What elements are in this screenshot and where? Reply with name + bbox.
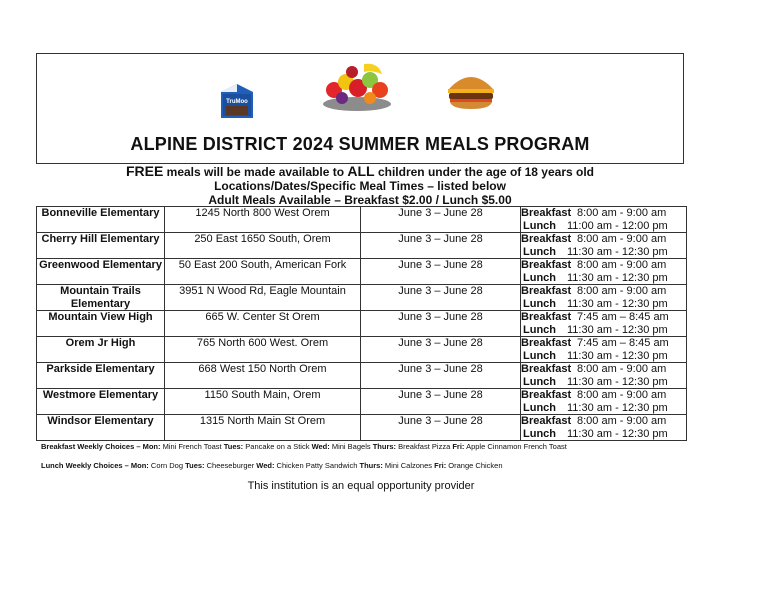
meal-times <box>521 233 687 259</box>
table-row <box>37 311 687 337</box>
school-name: Orem Jr High <box>37 337 165 363</box>
lunch-time-line <box>521 272 686 285</box>
lunch-time: 11:30 am - 12:30 pm <box>567 375 668 388</box>
breakfast-time-line <box>521 233 686 246</box>
school-name: Westmore Elementary <box>37 389 165 415</box>
breakfast-thurs-label: Thurs: <box>372 442 397 451</box>
free-meals-line <box>36 164 684 180</box>
meal-dates: June 3 – June 28 <box>361 233 521 259</box>
breakfast-mon: Mini French Toast <box>160 442 224 451</box>
lunch-label: Lunch <box>523 271 556 284</box>
lunch-time-line <box>521 324 686 337</box>
all-word: ALL <box>347 163 375 179</box>
breakfast-tues: Pancake on a Stick <box>243 442 312 451</box>
breakfast-label: Breakfast <box>521 311 572 323</box>
locations-line: Locations/Dates/Specific Meal Times – listed below <box>214 179 506 193</box>
lunch-mon: Corn Dog <box>148 461 186 470</box>
school-name: Mountain Trails Elementary <box>37 285 165 311</box>
breakfast-time-line <box>521 337 686 350</box>
lunch-label: Lunch <box>523 245 556 258</box>
breakfast-time: 8:00 am - 9:00 am <box>577 259 667 271</box>
table-row <box>37 285 687 311</box>
table-row <box>37 259 687 285</box>
meal-dates: June 3 – June 28 <box>361 285 521 311</box>
breakfast-time: 7:45 am – 8:45 am <box>577 337 669 349</box>
lunch-tues-label: Tues: <box>185 461 205 470</box>
lunch-label: Lunch <box>523 323 556 336</box>
meal-dates: June 3 – June 28 <box>361 389 521 415</box>
breakfast-time: 8:00 am - 9:00 am <box>577 363 667 375</box>
meal-times <box>521 285 687 311</box>
header-box <box>36 53 684 164</box>
breakfast-weekly-heading: Breakfast Weekly Choices – Mon: <box>41 442 161 451</box>
breakfast-time: 8:00 am - 9:00 am <box>577 285 667 297</box>
cheeseburger-image <box>445 71 497 111</box>
breakfast-label: Breakfast <box>521 207 572 219</box>
lunch-time-line <box>521 246 686 259</box>
breakfast-fri-label: Fri: <box>452 442 465 451</box>
lunch-time: 11:30 am - 12:30 pm <box>567 297 668 310</box>
school-name: Parkside Elementary <box>37 363 165 389</box>
breakfast-time-line <box>521 285 686 298</box>
school-name: Greenwood Elementary <box>37 259 165 285</box>
school-address: 665 W. Center St Orem <box>165 311 361 337</box>
meal-times <box>521 337 687 363</box>
table-row <box>37 363 687 389</box>
breakfast-wed: Mini Bagels <box>329 442 373 451</box>
meal-dates: June 3 – June 28 <box>361 259 521 285</box>
table-row <box>37 389 687 415</box>
milk-carton-label: TruMoo <box>226 99 248 105</box>
free-line-mid: meals will be made available to <box>163 165 348 179</box>
school-address: 1150 South Main, Orem <box>165 389 361 415</box>
lunch-time: 11:30 am - 12:30 pm <box>567 245 668 258</box>
meal-times <box>521 389 687 415</box>
meal-times <box>521 415 687 441</box>
lunch-weekly-heading: Lunch Weekly Choices – Mon: <box>41 461 149 470</box>
meal-dates: June 3 – June 28 <box>361 207 521 233</box>
breakfast-time: 8:00 am - 9:00 am <box>577 415 667 427</box>
meal-dates: June 3 – June 28 <box>361 337 521 363</box>
table-row <box>37 233 687 259</box>
table-row <box>37 415 687 441</box>
table-row <box>37 207 687 233</box>
lunch-time-line <box>521 402 686 415</box>
lunch-time: 11:30 am - 12:30 pm <box>567 427 668 440</box>
lunch-label: Lunch <box>523 297 556 310</box>
breakfast-time-line <box>521 311 686 324</box>
school-name: Cherry Hill Elementary <box>37 233 165 259</box>
lunch-weekly-choices <box>41 461 503 470</box>
fruit-bowl-image <box>320 58 394 112</box>
meal-locations-table <box>36 206 687 441</box>
breakfast-time-line <box>521 415 686 428</box>
meal-times <box>521 259 687 285</box>
breakfast-time-line <box>521 207 686 220</box>
breakfast-label: Breakfast <box>521 259 572 271</box>
breakfast-tues-label: Tues: <box>223 442 244 451</box>
school-address: 250 East 1650 South, Orem <box>165 233 361 259</box>
school-address: 765 North 600 West. Orem <box>165 337 361 363</box>
lunch-time-line <box>521 220 686 233</box>
breakfast-time-line <box>521 389 686 402</box>
lunch-label: Lunch <box>523 427 556 440</box>
lunch-label: Lunch <box>523 349 556 362</box>
table-row <box>37 337 687 363</box>
breakfast-label: Breakfast <box>521 285 572 297</box>
lunch-time: 11:30 am - 12:30 pm <box>567 323 668 336</box>
meal-dates: June 3 – June 28 <box>361 363 521 389</box>
milk-carton-image <box>217 82 257 120</box>
lunch-wed: Chicken Patty Sandwich <box>274 461 360 470</box>
school-name: Bonneville Elementary <box>37 207 165 233</box>
lunch-time: 11:30 am - 12:30 pm <box>567 271 668 284</box>
lunch-time-line <box>521 298 686 311</box>
breakfast-label: Breakfast <box>521 233 572 245</box>
school-address: 1315 North Main St Orem <box>165 415 361 441</box>
lunch-tues: Cheeseburger <box>204 461 257 470</box>
equal-opportunity-statement: This institution is an equal opportunity provider <box>247 480 475 492</box>
breakfast-time: 8:00 am - 9:00 am <box>577 207 667 219</box>
meal-dates: June 3 – June 28 <box>361 415 521 441</box>
breakfast-time-line <box>521 363 686 376</box>
breakfast-time: 7:45 am – 8:45 am <box>577 311 669 323</box>
school-name: Mountain View High <box>37 311 165 337</box>
meal-times <box>521 363 687 389</box>
lunch-label: Lunch <box>523 375 556 388</box>
school-name: Windsor Elementary <box>37 415 165 441</box>
school-address: 3951 N Wood Rd, Eagle Mountain <box>165 285 361 311</box>
breakfast-wed-label: Wed: <box>311 442 330 451</box>
lunch-time: 11:30 am - 12:30 pm <box>567 401 668 414</box>
breakfast-time-line <box>521 259 686 272</box>
page-title: ALPINE DISTRICT 2024 SUMMER MEALS PROGRAM <box>130 134 590 154</box>
free-line-end: children under the age of 18 years old <box>374 165 595 179</box>
meal-times <box>521 207 687 233</box>
school-address: 50 East 200 South, American Fork <box>165 259 361 285</box>
breakfast-weekly-choices <box>41 442 567 451</box>
meal-dates: June 3 – June 28 <box>361 311 521 337</box>
breakfast-label: Breakfast <box>521 389 572 401</box>
lunch-fri-label: Fri: <box>434 461 447 470</box>
lunch-time: 11:00 am - 12:00 pm <box>567 219 668 232</box>
breakfast-thurs: Breakfast Pizza <box>396 442 453 451</box>
free-word: FREE <box>125 163 164 179</box>
school-address: 668 West 150 North Orem <box>165 363 361 389</box>
lunch-fri: Orange Chicken <box>446 461 503 470</box>
breakfast-fri: Apple Cinnamon French Toast <box>464 442 567 451</box>
lunch-time-line <box>521 428 686 441</box>
school-address: 1245 North 800 West Orem <box>165 207 361 233</box>
lunch-wed-label: Wed: <box>256 461 275 470</box>
breakfast-time: 8:00 am - 9:00 am <box>577 233 667 245</box>
adult-meals-line: Adult Meals Available – Breakfast $2.00 / Lunch $5.00 <box>208 193 512 207</box>
lunch-thurs: Mini Calzones <box>382 461 435 470</box>
lunch-label: Lunch <box>523 401 556 414</box>
breakfast-label: Breakfast <box>521 337 572 349</box>
lunch-time: 11:30 am - 12:30 pm <box>567 349 668 362</box>
lunch-time-line <box>521 350 686 363</box>
lunch-time-line <box>521 376 686 389</box>
lunch-thurs-label: Thurs: <box>359 461 383 470</box>
lunch-label: Lunch <box>523 219 556 232</box>
breakfast-label: Breakfast <box>521 363 572 375</box>
breakfast-label: Breakfast <box>521 415 572 427</box>
meal-times <box>521 311 687 337</box>
breakfast-time: 8:00 am - 9:00 am <box>577 389 667 401</box>
